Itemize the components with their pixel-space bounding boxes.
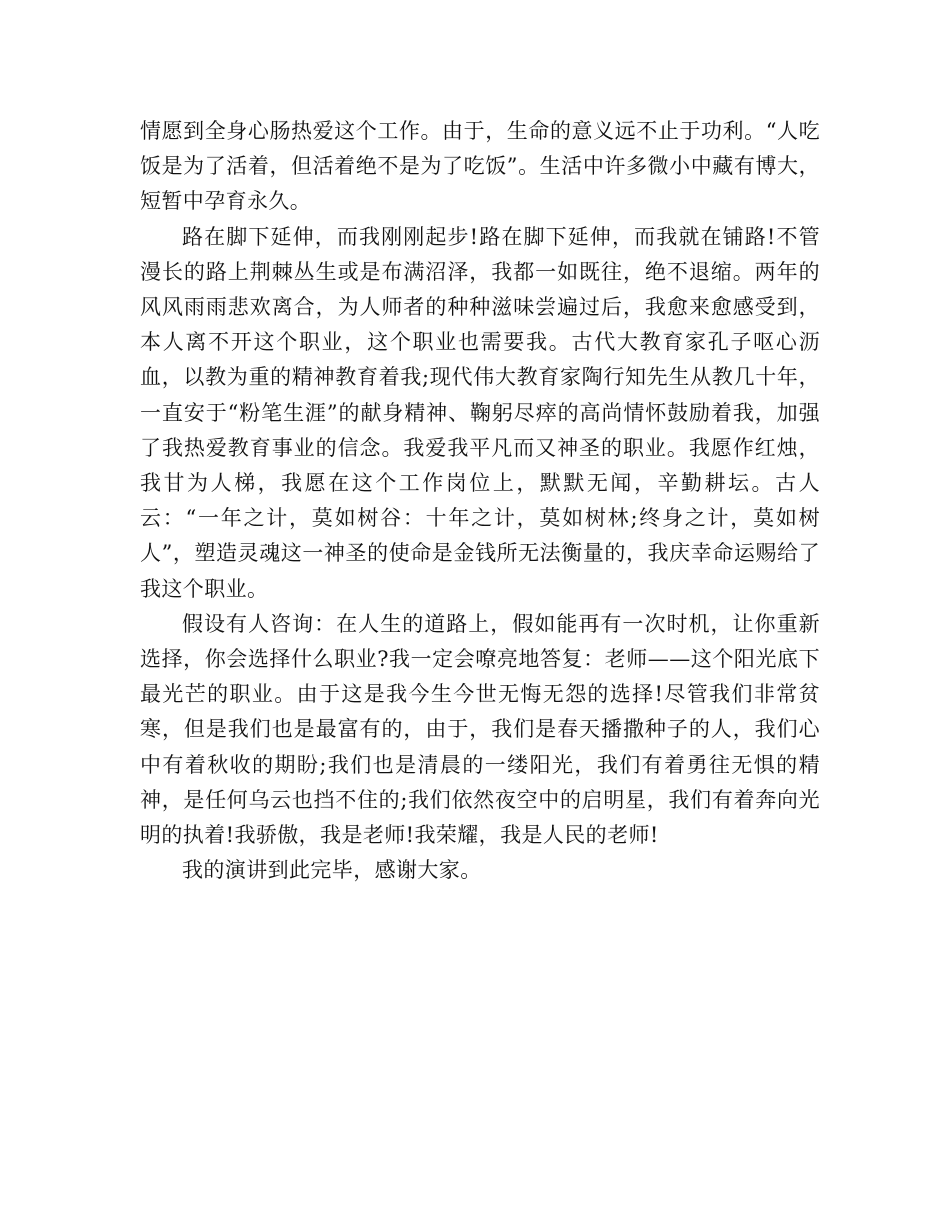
document-body — [140, 114, 820, 888]
paragraph-closing: 我的演讲到此完毕，感谢大家。 — [182, 858, 482, 883]
paragraph-career-choice: 假设有人咨询：在人生的道路上，假如能再有一次时机，让你重新选择，你会选择什么职业?我一定会嘹亮地答复：老师——这个阳光底下最光芒的职业。由于这是我今生今世无悔无怨的选择!尽管我们非常贫寒，但是我们也是最富有的，由于，我们是春天播撒种子的人，我们心中有着秋收的期盼;我们也是清晨的一缕阳光，我们有着勇往无惧的精神，是任何乌云也挡不住的;我们依然夜空中的启明星，我们有着奔向光明的执着!我骄傲，我是老师!我荣耀，我是人民的老师! — [140, 611, 820, 848]
paragraph-continuation: 情愿到全身心肠热爱这个工作。由于，生命的意义远不止于功利。“人吃饭是为了活着，但活着绝不是为了吃饭”。生活中许多微小中藏有博大，短暂中孕育永久。 — [140, 119, 820, 214]
paragraph-road-extends: 路在脚下延伸，而我刚刚起步!路在脚下延伸，而我就在铺路!不管漫长的路上荆棘丛生或是布满沼泽，我都一如既往，绝不退缩。两年的风风雨雨悲欢离合，为人师者的种种滋味尝遍过后，我愈来愈感受到，本人离不开这个职业，这个职业也需要我。古代大教育家孔子呕心沥血，以教为重的精神教育着我;现代伟大教育家陶行知先生从教几十年，一直安于“粉笔生涯”的献身精神、鞠躬尽瘁的高尚情怀鼓励着我，加强了我热爱教育事业的信念。我爱我平凡而又神圣的职业。我愿作红烛，我甘为人梯，我愿在这个工作岗位上，默默无闻，辛勤耕坛。古人云：“一年之计，莫如树谷：十年之计，莫如树林;终身之计，莫如树人”，塑造灵魂这一神圣的使命是金钱所无法衡量的，我庆幸命运赐给了我这个职业。 — [140, 224, 820, 601]
